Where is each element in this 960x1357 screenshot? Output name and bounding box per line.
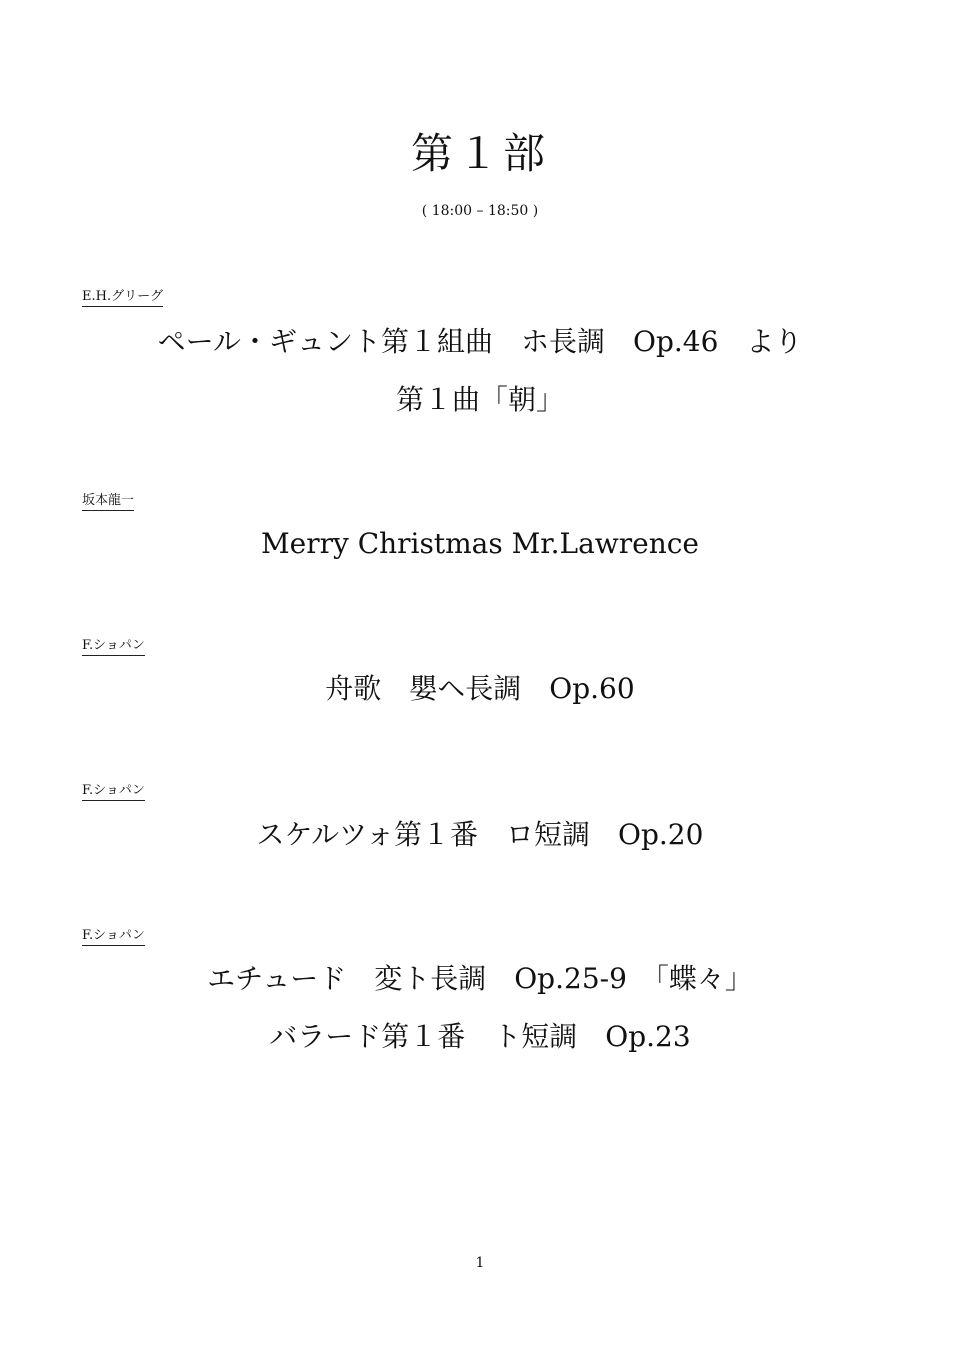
work-title: 第１曲「朝」 [395,383,564,416]
time-range: ( 18:00 – 18:50 ) [421,203,539,219]
page-title: 第１部 [410,129,549,178]
composer-name: F.ショパン [82,783,145,801]
work-title: 舟歌 嬰ヘ長調 Op.60 [325,672,635,705]
work-title: エチュード 変ト長調 Op.25-9 「蝶々」 [207,962,753,995]
composer-name: 坂本龍一 [82,493,134,511]
composer-name: F.ショパン [82,928,145,946]
page-number: 1 [475,1255,485,1271]
work-title: ペール・ギュント第１組曲 ホ長調 Op.46 より [157,325,803,358]
work-title: Merry Christmas Mr.Lawrence [260,527,700,560]
composer-name: E.H.グリーグ [82,289,163,307]
work-title: バラード第１番 ト短調 Op.23 [269,1020,691,1053]
composer-name: F.ショパン [82,638,145,656]
work-title: スケルツォ第１番 ロ短調 Op.20 [256,818,704,851]
